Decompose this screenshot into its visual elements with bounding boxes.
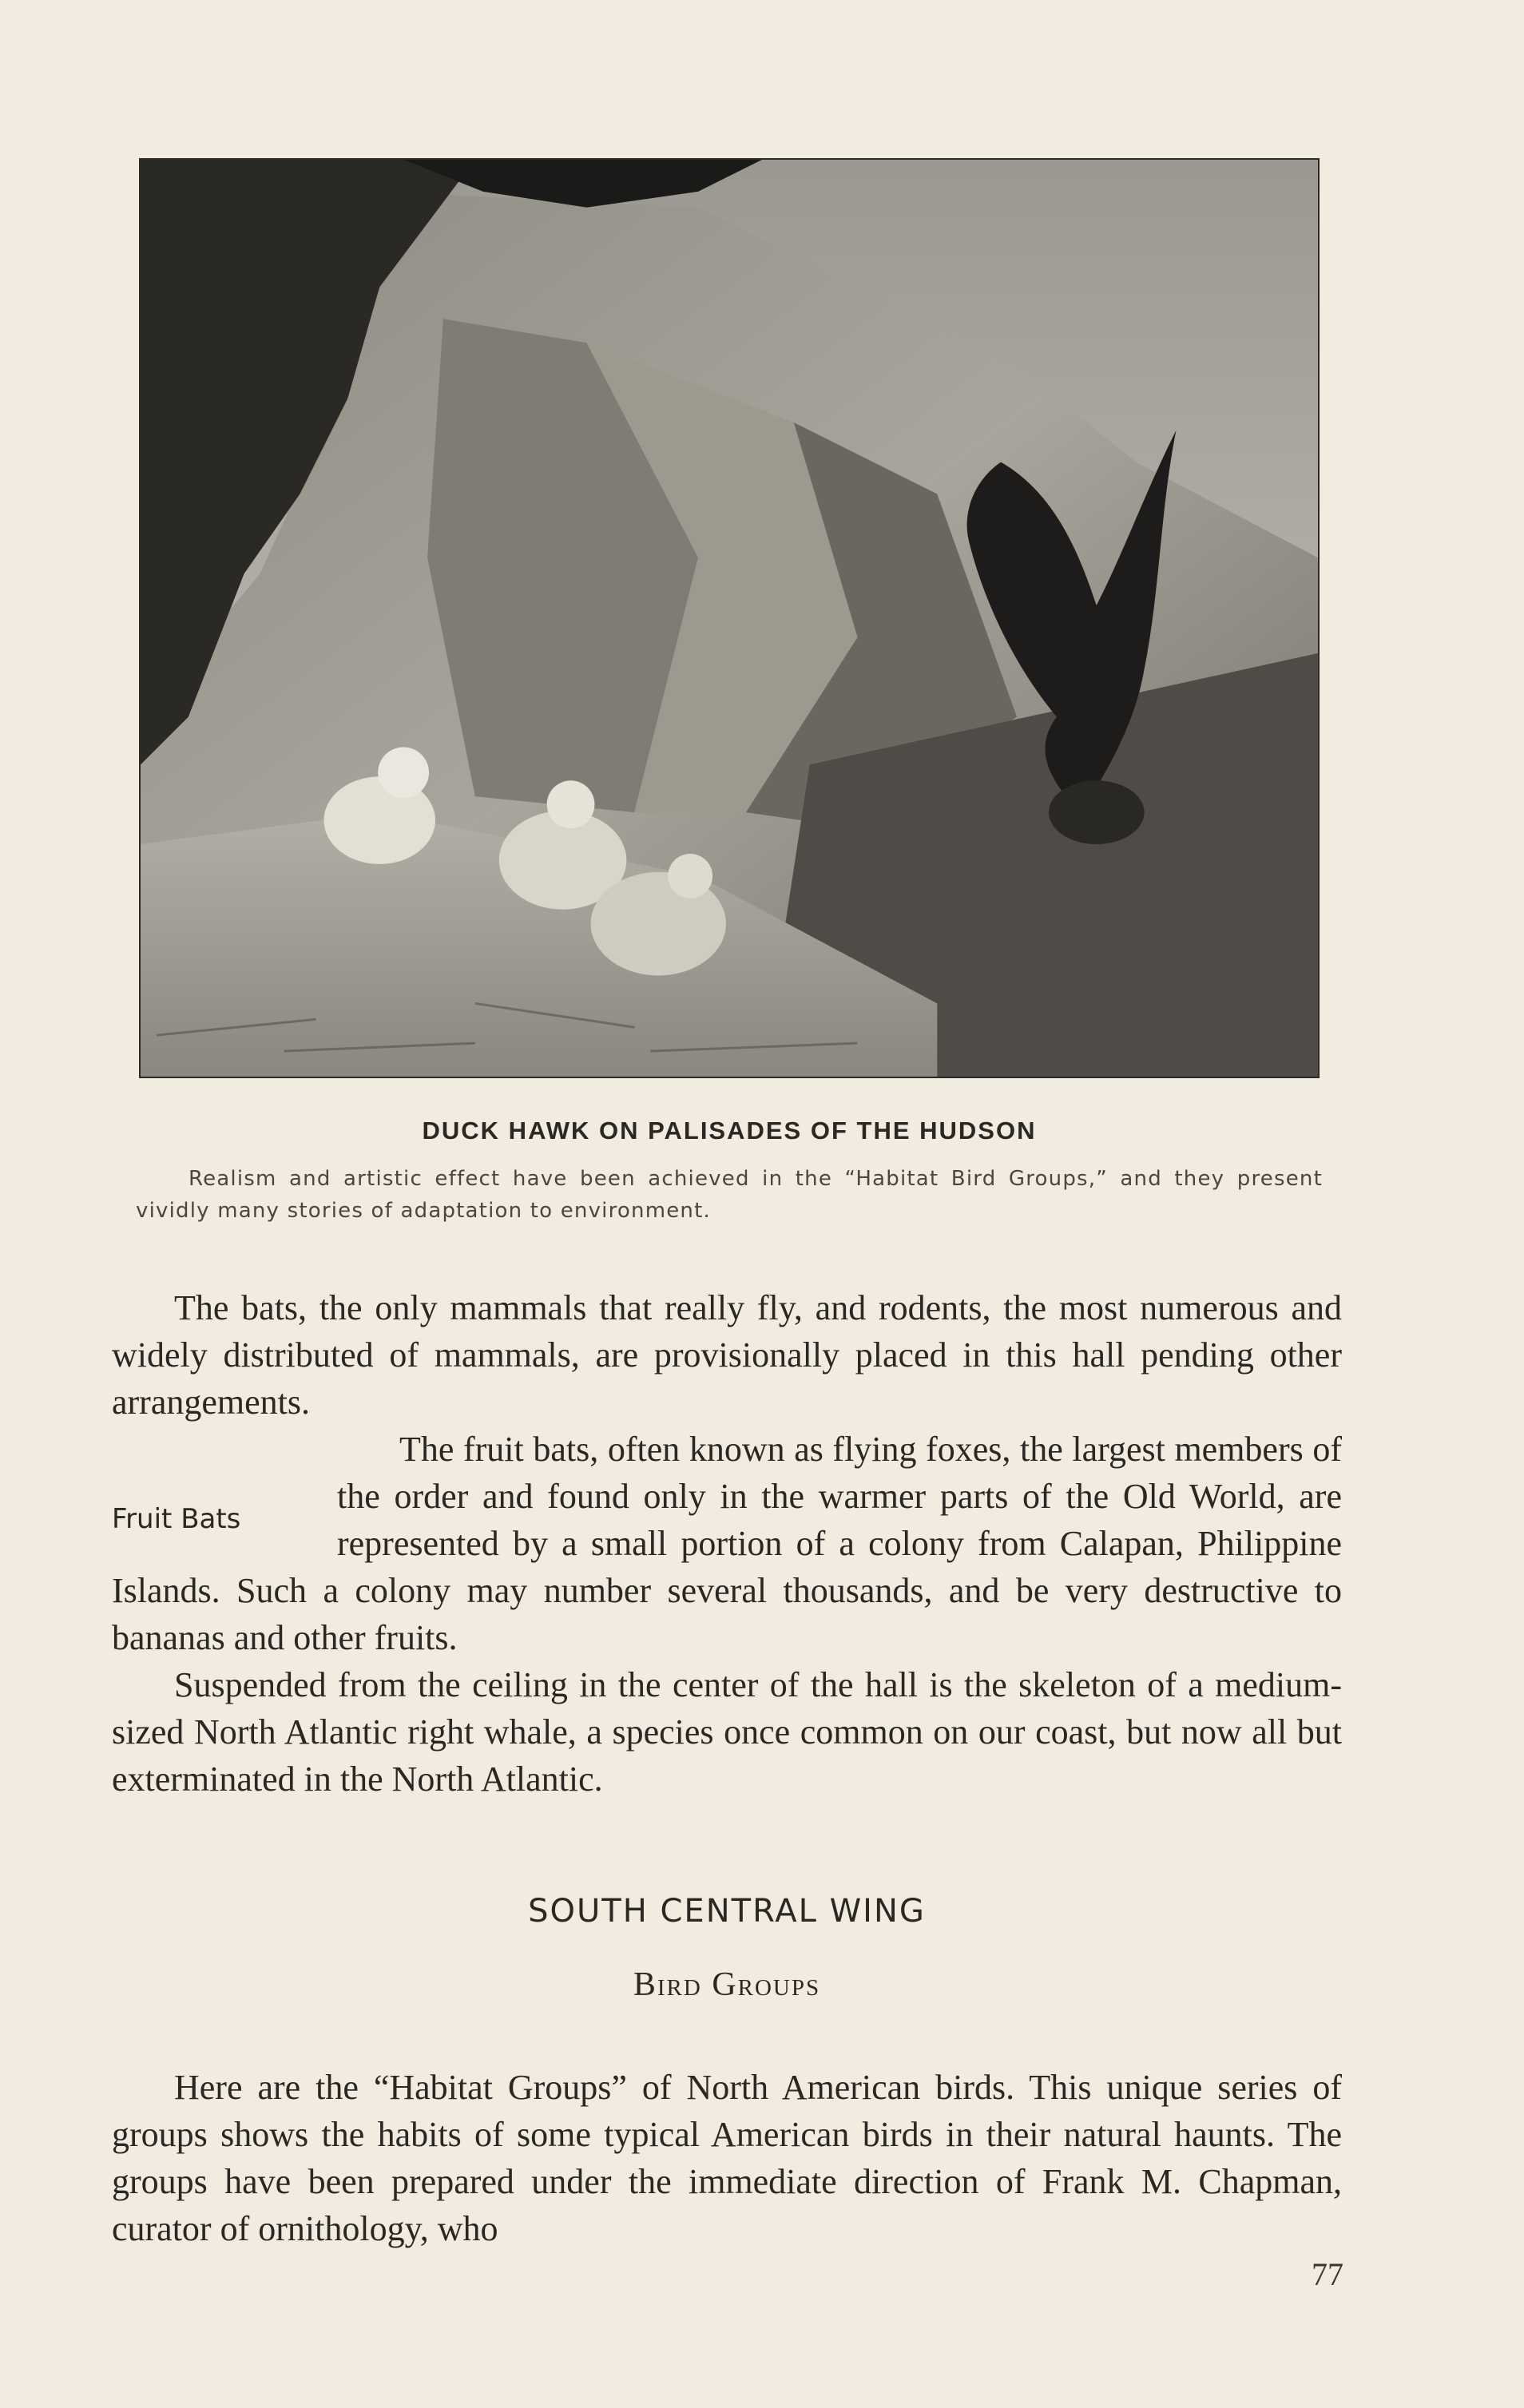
page-number: 77 — [1312, 2256, 1343, 2292]
paragraph-fruit-bats: The fruit bats, often known as flying foxes, the largest members of the order and found only in the warmer parts of the Old World, are represented by a small portion of a colony from Calapan, Philippine Islands. Such a colony may number several thousands, and be very destructive to bananas and other fruits. — [112, 1430, 1342, 1657]
paragraph-habitat-groups: Here are the “Habitat Groups” of North American birds. This unique series of groups shows the habits of some typical American birds in their natural haunts. The groups have been prepared under the immediate direction of Frank M. Chapman, curator of ornithology, who — [112, 2068, 1342, 2248]
fruit-bats-block — [112, 1426, 1342, 1661]
side-label-fruit-bats: Fruit Bats — [112, 1503, 241, 1535]
section-subheading: Bird Groups — [633, 1966, 821, 2003]
side-label-container — [112, 1473, 337, 1567]
duck-hawk-photograph — [139, 158, 1320, 1078]
paragraph-whale: Suspended from the ceiling in the center of the hall is the skeleton of a medium-sized North Atlantic right whale, a species once common on our coast, but now all but exterminated in the North Atlantic. — [112, 1665, 1342, 1799]
section-heading: SOUTH CENTRAL WING — [528, 1893, 926, 1930]
figure-caption-title: DUCK HAWK ON PALISADES OF THE HUDSON — [422, 1117, 1037, 1144]
paragraph-bats-intro: The bats, the only mammals that really fly, and rodents, the most numerous and widely distributed of mammals, are provisionally placed in this hall pending other arrangements. — [112, 1288, 1342, 1422]
figure-caption-description: Realism and artistic effect have been achieved in the “Habitat Bird Groups,” and they present vividly many stories of adaptation to environment. — [136, 1167, 1323, 1223]
